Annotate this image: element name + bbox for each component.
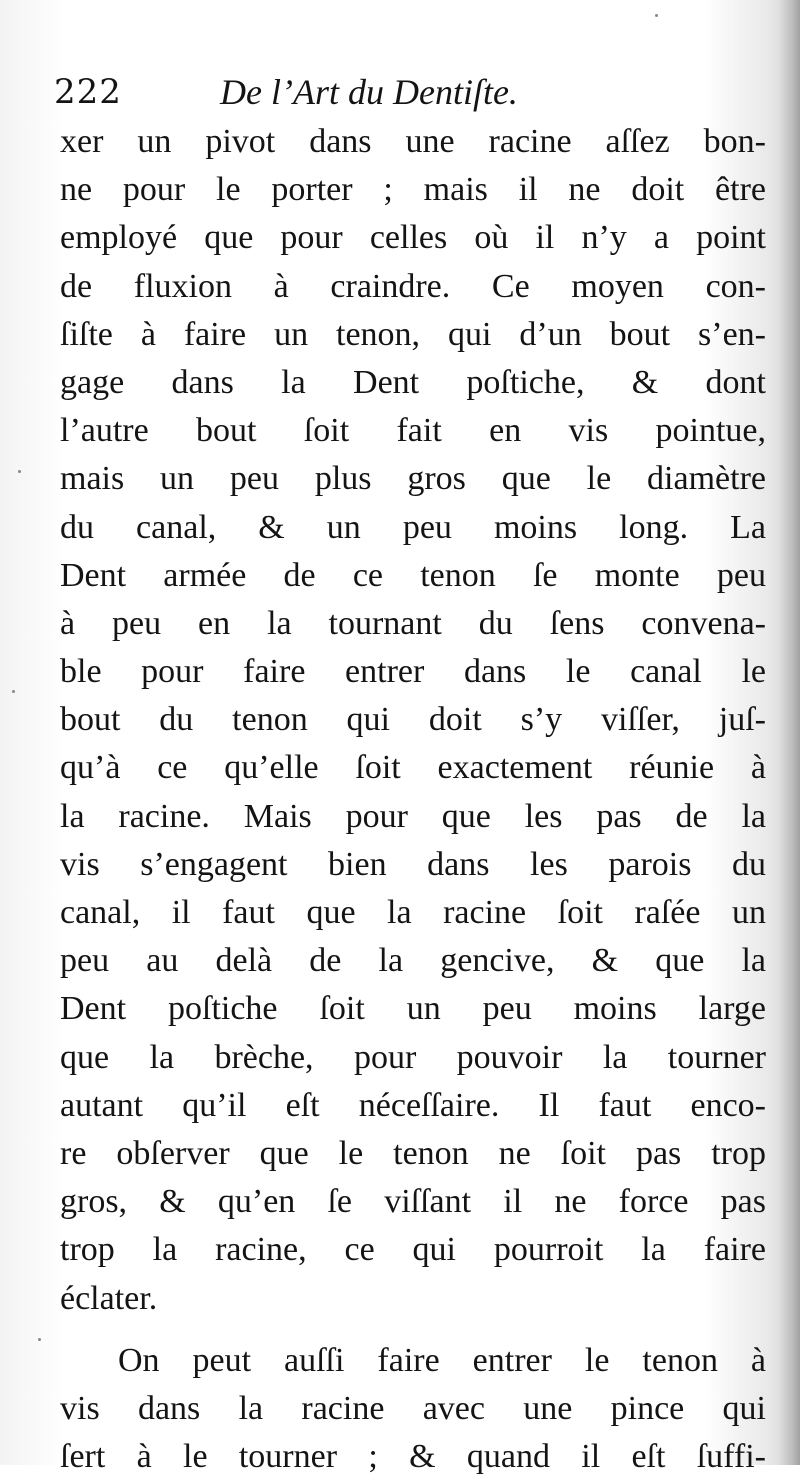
paragraph-2 — [60, 1337, 766, 1481]
text-line: qu’à ce qu’elle ſoit exactement réunie à — [60, 749, 766, 787]
page-header — [54, 68, 774, 120]
text-line: ſert à le tourner ; & quand il eſt ſuffi- — [60, 1438, 766, 1476]
text-line: On peut auſſi faire entrer le tenon à — [118, 1341, 766, 1379]
text-line: que la brèche, pour pouvoir la tourner — [60, 1038, 766, 1076]
text-line: vis s’engagent bien dans les parois du — [60, 845, 766, 883]
text-line: ble pour faire entrer dans le canal le — [60, 653, 766, 691]
text-line: peu au delà de la gencive, & que la — [60, 942, 766, 980]
text-line: gage dans la Dent poſtiche, & dont — [60, 363, 766, 401]
text-line: de fluxion à craindre. Ce moyen con- — [60, 267, 766, 305]
text-line: Dent armée de ce tenon ſe monte peu — [60, 556, 766, 594]
text-line: ne pour le porter ; mais il ne doit être — [60, 171, 766, 209]
text-line: l’autre bout ſoit fait en vis pointue, — [60, 412, 766, 450]
text-line: bout du tenon qui doit s’y viſſer, juſ- — [60, 701, 766, 739]
text-line: vis dans la racine avec une pince qui — [60, 1389, 766, 1427]
body-text — [60, 118, 766, 1481]
text-line: autant qu’il eſt néceſſaire. Il faut enco- — [60, 1086, 766, 1124]
text-line: trop la racine, ce qui pourroit la faire — [60, 1231, 766, 1269]
text-line: mais un peu plus gros que le diamètre — [60, 460, 766, 498]
text-line: re obſerver que le tenon ne ſoit pas trop — [60, 1134, 766, 1172]
text-line: ſiſte à faire un tenon, qui d’un bout s’en- — [60, 315, 766, 353]
text-line: canal, il faut que la racine ſoit raſée un — [60, 894, 766, 931]
paragraph-gap — [60, 1323, 766, 1337]
page-number: 222 — [54, 72, 122, 112]
text-line: employé que pour celles où il n’y a point — [60, 219, 766, 257]
text-line: du canal, & un peu moins long. La — [60, 508, 766, 546]
text-line: la racine. Mais pour que les pas de la — [60, 797, 766, 835]
text-line: Dent poſtiche ſoit un peu moins large — [60, 990, 766, 1028]
text-line: gros, & qu’en ſe viſſant il ne force pas — [60, 1183, 766, 1221]
paper-speck — [18, 470, 21, 473]
paper-speck — [38, 1338, 41, 1341]
paper-speck — [655, 14, 658, 17]
text-line: xer un pivot dans une racine aſſez bon- — [60, 123, 766, 160]
running-title: De l’Art du Dentiſte. — [220, 72, 518, 112]
paragraph-1 — [60, 118, 766, 1323]
text-line: éclater. — [60, 1279, 158, 1317]
paper-speck — [12, 690, 15, 693]
text-line: à peu en la tournant du ſens convena- — [60, 604, 766, 642]
page-gutter-shadow — [778, 0, 800, 1465]
